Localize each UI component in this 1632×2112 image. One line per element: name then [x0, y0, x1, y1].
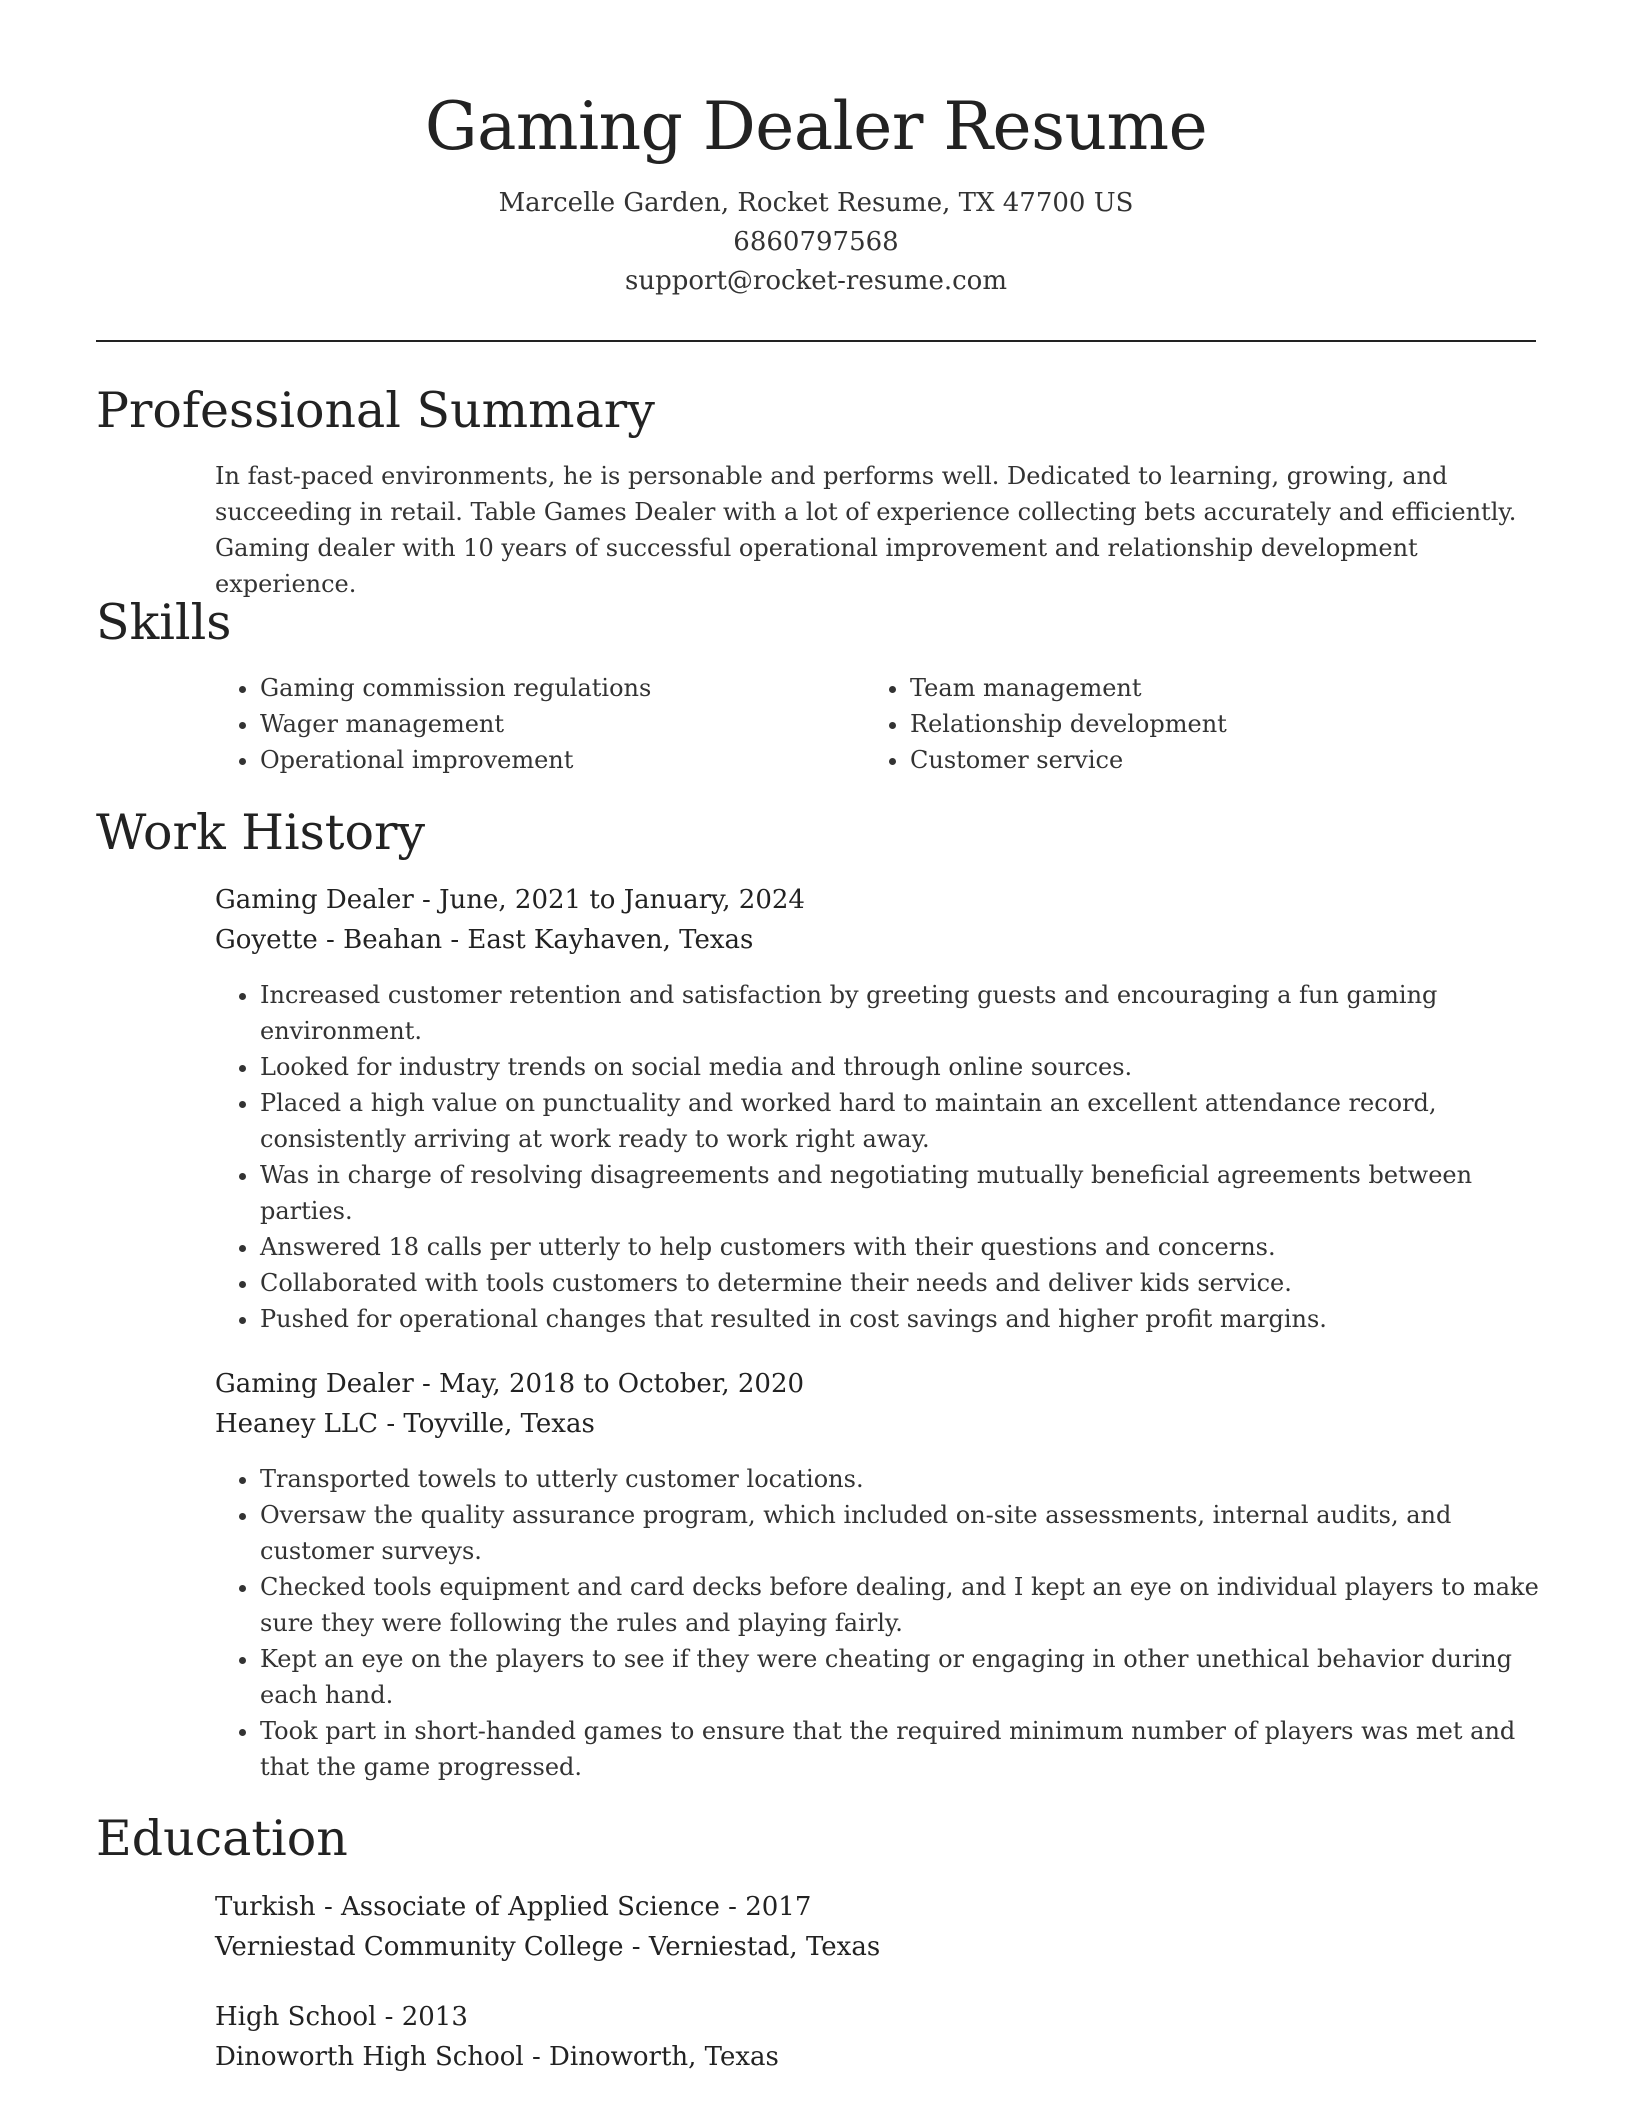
summary-text: In fast-paced environments, he is personable and performs well. Dedicated to learning, growing, and succeeding in retail. Table Games Dealer with a lot of experience collecting bets accurately and efficiently. Gaming dealer with 10 years of successful operational improvement and relationship development experience. [215, 462, 1517, 598]
duty-item: • Answered 18 calls per utterly to help customers with their questions and concerns. [260, 1229, 1540, 1265]
job-entry [215, 1364, 1540, 1444]
skill-item: • Gaming commission regulations [260, 670, 835, 706]
skills-column-left [215, 670, 835, 778]
duty-item: • Increased customer retention and satisfaction by greeting guests and encouraging a fun gaming environment. [260, 977, 1540, 1049]
contact-address: Marcelle Garden, Rocket Resume, TX 47700 US [498, 188, 1134, 218]
duty-item: • Oversaw the quality assurance program, which included on-site assessments, internal audits, and customer surveys. [260, 1497, 1540, 1569]
skills-column-right [865, 670, 1485, 778]
skill-item: • Customer service [910, 742, 1485, 778]
job-company: Goyette - Beahan - East Kayhaven, Texas [215, 925, 754, 955]
header-divider [96, 340, 1536, 342]
skill-item: • Operational improvement [260, 742, 835, 778]
contact-phone: 6860797568 [733, 227, 899, 257]
skill-item: • Team management [910, 670, 1485, 706]
education-degree: High School - 2013 [215, 2002, 468, 2032]
duty-item: • Collaborated with tools customers to determine their needs and deliver kids service. [260, 1265, 1540, 1301]
summary-heading: Professional Summary [96, 382, 655, 439]
job-company: Heaney LLC - Toyville, Texas [215, 1409, 595, 1439]
skills-heading: Skills [96, 594, 232, 651]
education-entry [215, 1997, 1540, 2077]
skill-item: • Relationship development [910, 706, 1485, 742]
duty-item: • Transported towels to utterly customer locations. [260, 1461, 1540, 1497]
duty-item: • Looked for industry trends on social media and through online sources. [260, 1049, 1540, 1085]
job-title: Gaming Dealer - June, 2021 to January, 2024 [215, 885, 805, 915]
skill-item: • Wager management [260, 706, 835, 742]
summary-section [215, 458, 1540, 602]
job-title: Gaming Dealer - May, 2018 to October, 2020 [215, 1369, 805, 1399]
resume-title: Gaming Dealer Resume [424, 88, 1208, 165]
work-history-heading: Work History [96, 804, 426, 861]
education-school: Verniestad Community College - Verniestad, Texas [215, 1932, 881, 1962]
duty-item: • Took part in short-handed games to ensure that the required minimum number of players was met and that the game progressed. [260, 1713, 1540, 1785]
duty-item: • Pushed for operational changes that resulted in cost savings and higher profit margins. [260, 1301, 1540, 1337]
job-entry [215, 880, 1540, 960]
education-entry [215, 1887, 1540, 1967]
education-degree: Turkish - Associate of Applied Science - 2017 [215, 1892, 812, 1922]
duty-item: • Was in charge of resolving disagreements and negotiating mutually beneficial agreements between parties. [260, 1157, 1540, 1229]
job-duties [215, 977, 1540, 1337]
contact-email: support@rocket-resume.com [624, 266, 1007, 296]
resume-header [96, 82, 1536, 301]
duty-item: • Placed a high value on punctuality and worked hard to maintain an excellent attendance record, consistently arriving at work ready to work right away. [260, 1085, 1540, 1157]
duty-item: • Kept an eye on the players to see if they were cheating or engaging in other unethical behavior during each hand. [260, 1641, 1540, 1713]
education-heading: Education [96, 1810, 348, 1867]
job-duties [215, 1461, 1540, 1785]
duty-item: • Checked tools equipment and card decks before dealing, and I kept an eye on individual players to make sure they were following the rules and playing fairly. [260, 1569, 1540, 1641]
education-school: Dinoworth High School - Dinoworth, Texas [215, 2042, 779, 2072]
